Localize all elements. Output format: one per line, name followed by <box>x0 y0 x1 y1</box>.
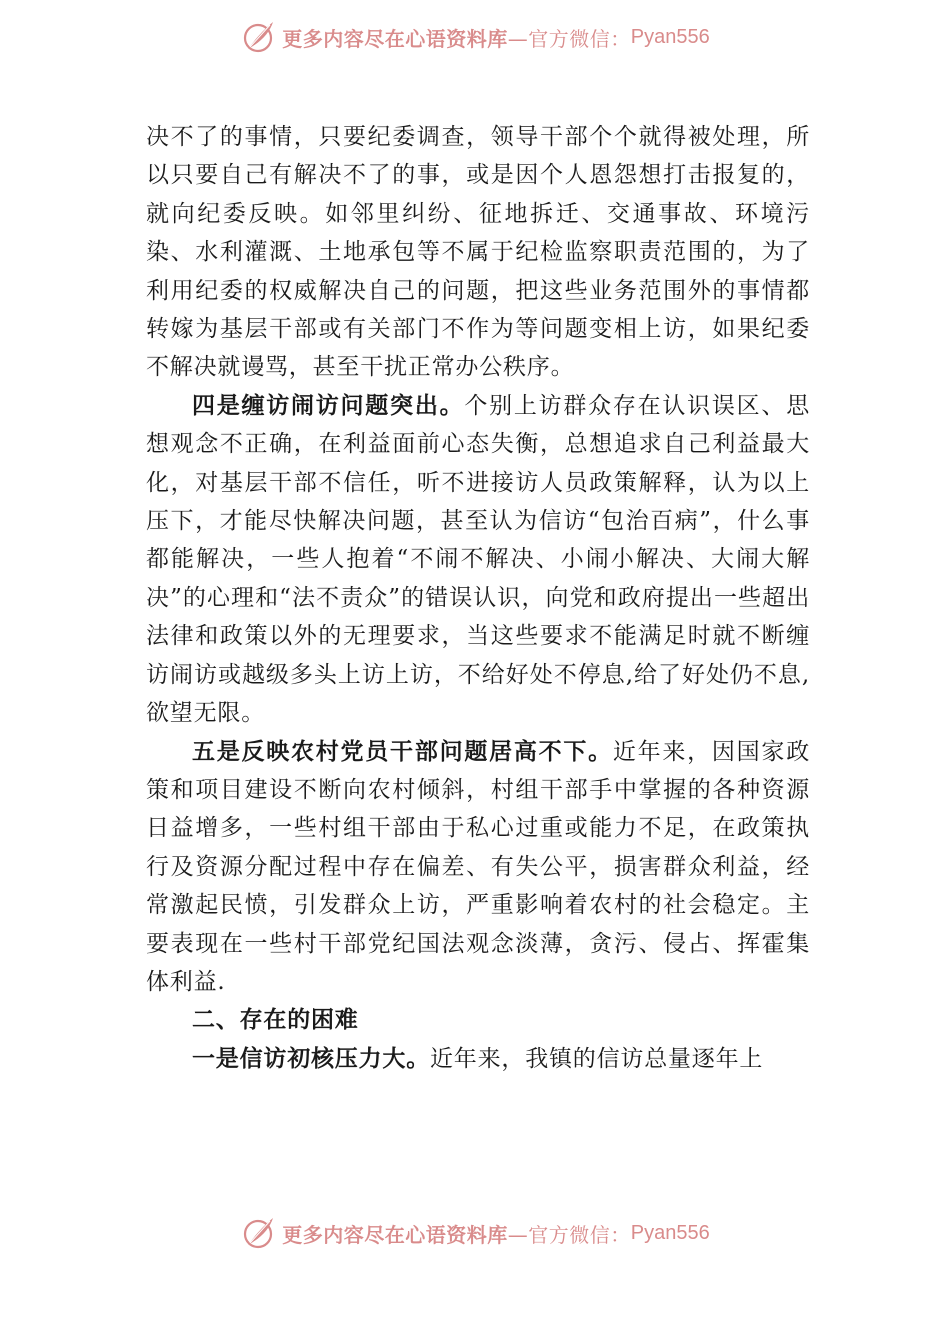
section-heading: 二、存在的困难 <box>192 1007 359 1034</box>
paragraph-text: 个别上访群众存在认识误区、思想观念不正确，在利益面前心态失衡，总想追求自己利益最大化，对基层干部不信任，听不进接访人员政策解释，认为以上压下，才能尽快解决问题，甚至认为信访“包治百病”，什么事都能解决，一些人抱着“不闹不解决、小闹小解决、大闹大解决”的心理和“法不责众”的错误认识，向党和政府提出一些超出法律和政策以外的无理要求，当这些要求不能满足时就不断缠访闹访或越级多头上访上访，不给好处不停息,给了好处仍不息,欲望无限。 <box>146 392 810 727</box>
document-body <box>146 118 810 1078</box>
paragraph-text: 近年来，我镇的信访总量逐年上 <box>430 1045 764 1072</box>
brand-name: 更多内容尽在心语资料库 <box>282 26 508 51</box>
wechat-handle: Pyan556 <box>630 25 710 48</box>
paragraph-point-five <box>146 733 810 1002</box>
paragraph-text: 决不了的事情，只要纪委调查，领导干部个个就得被处理，所以只要自己有解决不了的事，或是因个人恩怨想打击报复的，就向纪委反映。如邻里纠纷、征地拆迁、交通事故、环境污染、水利灌溉、土地承包等不属于纪检监察职责范围的，为了利用纪委的权威解决自己的问题，把这些业务范围外的事情都转嫁为基层干部或有关部门不作为等问题变相上访，如果纪委不解决就谩骂，甚至干扰正常办公秩序。 <box>146 124 810 381</box>
paragraph-lead: 四是缠访闹访问题突出。 <box>192 391 465 419</box>
feather-quill-seal-icon <box>240 19 276 55</box>
brand-name: 更多内容尽在心语资料库 <box>282 1222 508 1247</box>
paragraph-continuation <box>146 118 810 387</box>
wechat-handle: Pyan556 <box>630 1221 710 1244</box>
banner-separator: —官方微信： <box>507 1222 631 1247</box>
paragraph-lead: 一是信访初核压力大。 <box>192 1044 430 1072</box>
header-watermark-banner <box>0 12 950 62</box>
paragraph-lead: 五是反映农村党员干部问题居高不下。 <box>192 737 613 765</box>
paragraph-point-four <box>146 387 810 733</box>
banner-separator: —官方微信： <box>507 26 631 51</box>
feather-quill-seal-icon <box>240 1215 276 1251</box>
paragraph-text: 近年来，因国家政策和项目建设不断向农村倾斜，村组干部手中掌握的各种资源日益增多，一些村组干部由于私心过重或能力不足，在政策执行及资源分配过程中存在偏差、有失公平，损害群众利益，经常激起民愤，引发群众上访，严重影响着农村的社会稳定。主要表现在一些村干部党纪国法观念淡薄，贪污、侵占、挥霍集体利益. <box>146 738 810 995</box>
footer-watermark-banner <box>0 1208 950 1258</box>
paragraph-difficulty-one <box>146 1040 810 1078</box>
